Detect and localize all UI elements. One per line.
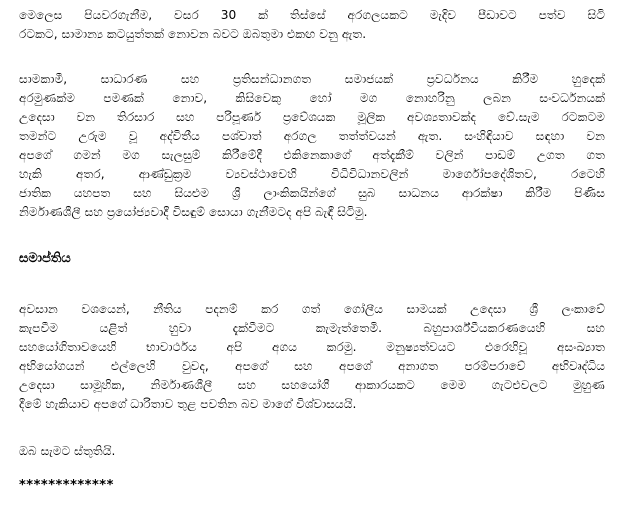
paragraph-conclusion [19, 300, 605, 414]
paragraph-line: අපගේ ගමන් මග සැලසුම් කිරීමේදී එකිනෙකාගේ අත්දැකීම් වලින් පාඩම් උගත ගත [19, 148, 605, 162]
closing-thanks: ඔබ සැමට ස්තුතියි. [19, 444, 116, 458]
paragraph-line: අවසාන වශයෙන්, නීතිය පදනම් කර ගත් ගෝලීය සාමයක් උදෙසා ශ්‍රී ලංකාවේ [19, 302, 605, 316]
paragraph-line: අභියෝගයන් එල්ලෙහි වුවද, අපගේ සහ අපගේ අනාගත පරම්පරාවේ අභිවෘද්ධිය [19, 359, 605, 373]
paragraph-line: සාමකාමී, සාධාරණ සහ ප්‍රතිසන්ධානගත සමාජයක් ප්‍රවර්ධනය කිරීම හුදෙක් [19, 72, 605, 86]
paragraph-line: දීමේ හැකියාව අපගේ ධාරිතාව තුළ පවතින බව මාගේ විශ්වාසයයි. [19, 397, 357, 411]
paragraph-line: රටකට, සාමාන්‍ය කටයුත්තක් නොවන බවට ඔබතුමා එකඟ වනු ඇත. [19, 27, 367, 41]
paragraph-line: උදෙසා සාමූහික, නිර්මාණශීලී සහ සහයෝගී ආකාරයකට මෙම ගැටළුවලට මුහුණ [19, 378, 605, 392]
paragraph-intro [19, 6, 605, 44]
paragraph-line: මෙලෙස පියවරගැනීම, වසර 30 ක් තිස්සේ අරගලයකට මැදිව පීඩාවට පත්ව සිටි [19, 8, 605, 22]
paragraph-line: හැකි අතර, ආණ්ඩුක්‍රම ව්‍යවස්ථාවෙහි විධිවිධානවලින් මාර්ගෝපදේශිතව, රටෙහි [19, 167, 605, 181]
end-marker: ************* [19, 478, 114, 493]
paragraph-line: අරමුණක්ම පමණක් නොව, කිසිවෙකු හෝ මග නොහරිනු ලබන සංවර්ධනයක් [19, 91, 605, 105]
paragraph-line: ජාතික යහපත සහ සියළුම ශ්‍රී ලාංකිකයින්ගේ සුබ සාධනය ආරක්ෂා කිරීම පිණිස [19, 186, 605, 200]
paragraph-line: උදෙසා වන තිරසාර සහ පරිපූර්ණ ප්‍රවේශයක මූලික අවශ්‍යතාවක්ද වේ.සැම රටකටම [19, 110, 605, 124]
paragraph-line: තමන්ට උරුම වූ අද්විතීය පශ්චාත් අරගල තත්ත්වයන් ඇත. සංහිඳියාව සඳහා වන [19, 129, 605, 143]
paragraph-line: කැපවීම යළිත් හුවා දැක්වීමට කැමැත්තෙමි. බහුපාර්ශ්වීයකරණයෙහි සහ [19, 321, 605, 335]
paragraph-reconciliation [19, 70, 605, 222]
section-heading: සමාප්තිය [19, 251, 71, 266]
paragraph-line: සහයෝගිතාවයෙහි භාවාර්ථය අපි අගය කරමු. මනුෂ්‍යත්වයට එරෙහිවූ අසංඛ්‍යාත [19, 340, 605, 354]
paragraph-line: නිර්මාණශීලී සහ ප්‍රයෝජ්‍යවාදී විසඳුම් සොයා ගැනීමටද අපි බැඳී සිටිමු. [19, 205, 368, 219]
